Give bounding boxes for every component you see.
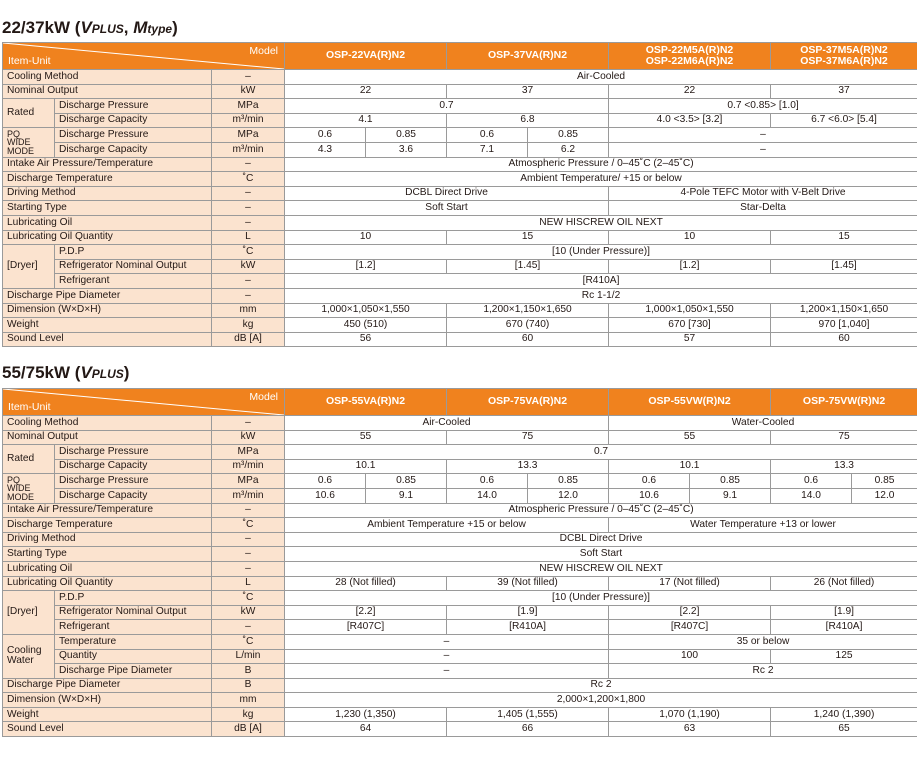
row-weight xyxy=(3,707,917,722)
value: – xyxy=(609,142,917,157)
value: 55 xyxy=(609,430,771,445)
model-name: OSP-75VW(R)N2 xyxy=(771,389,917,416)
value: Atmospheric Pressure / 0–45˚C (2–45˚C) xyxy=(285,503,917,518)
value: 10.6 xyxy=(285,488,366,503)
row-oil-quantity xyxy=(3,576,917,591)
row-dryer-pdp xyxy=(3,245,917,260)
value: Air-Cooled xyxy=(285,70,917,85)
value: 0.85 xyxy=(690,474,771,489)
row-label: Discharge Capacity xyxy=(55,488,212,503)
row-driving-method xyxy=(3,186,917,201)
unit: – xyxy=(212,201,285,216)
row-label: Refrigerant xyxy=(55,274,212,289)
row-cooling-water-quantity xyxy=(3,649,917,664)
row-label: Weight xyxy=(3,318,212,333)
group-label-cooling-water: Cooling Water xyxy=(3,634,55,678)
value: [10 (Under Pressure)] xyxy=(285,245,917,260)
value: – xyxy=(285,634,609,649)
value: 0.7 <0.85> [1.0] xyxy=(609,99,917,114)
row-cooling-method xyxy=(3,70,917,85)
value: 22 xyxy=(609,84,771,99)
unit: – xyxy=(212,503,285,518)
title-text: 55/75kW ( xyxy=(2,363,81,382)
row-label: Driving Method xyxy=(3,532,212,547)
value: 970 [1,040] xyxy=(771,318,917,333)
value: Soft Start xyxy=(285,201,609,216)
row-label: Discharge Temperature xyxy=(3,518,212,533)
unit: kW xyxy=(212,605,285,620)
value: 22 xyxy=(285,84,447,99)
unit: – xyxy=(212,416,285,431)
value: – xyxy=(285,664,609,679)
row-intake xyxy=(3,157,917,172)
row-pq-discharge-pressure xyxy=(3,128,917,143)
value: 450 (510) xyxy=(285,318,447,333)
value: 12.0 xyxy=(852,488,917,503)
value: 4.0 <3.5> [3.2] xyxy=(609,113,771,128)
value: 1,200×1,150×1,650 xyxy=(771,303,917,318)
value: [2.2] xyxy=(285,605,447,620)
value: 0.6 xyxy=(609,474,690,489)
value: Air-Cooled xyxy=(285,416,609,431)
model-label: Model xyxy=(249,45,279,57)
value: Atmospheric Pressure / 0–45˚C (2–45˚C) xyxy=(285,157,917,172)
value: 12.0 xyxy=(528,488,609,503)
group-label-rated: Rated xyxy=(3,99,55,128)
unit: – xyxy=(212,547,285,562)
row-rated-discharge-capacity xyxy=(3,459,917,474)
value: [R410A] xyxy=(771,620,917,635)
value: 0.85 xyxy=(528,128,609,143)
value: 13.3 xyxy=(771,459,917,474)
header-row xyxy=(3,389,917,416)
value: Rc 2 xyxy=(285,678,917,693)
row-label: Refrigerator Nominal Output xyxy=(55,605,212,620)
section-title-55-75kw xyxy=(2,363,129,383)
value: [R410A] xyxy=(285,274,917,289)
row-label: P.D.P xyxy=(55,245,212,260)
row-nominal-output xyxy=(3,430,917,445)
unit: L/min xyxy=(212,649,285,664)
value: 39 (Not filled) xyxy=(447,576,609,591)
value: 0.6 xyxy=(771,474,852,489)
section-title-22-37kw xyxy=(2,18,178,38)
title-suffix: ) xyxy=(172,18,178,37)
value: 6.2 xyxy=(528,142,609,157)
value: [1.45] xyxy=(447,259,609,274)
unit: – xyxy=(212,157,285,172)
row-label: P.D.P xyxy=(55,591,212,606)
value: Soft Start xyxy=(285,547,917,562)
row-dryer-refrigerator-output xyxy=(3,605,917,620)
value: 75 xyxy=(771,430,917,445)
brand-vplus: VPLUS xyxy=(80,18,124,37)
value: 1,200×1,150×1,650 xyxy=(447,303,609,318)
row-label: Driving Method xyxy=(3,186,212,201)
row-label: Temperature xyxy=(55,634,212,649)
value: 37 xyxy=(447,84,609,99)
model-name: OSP-22M5A(R)N2 OSP-22M6A(R)N2 xyxy=(609,43,771,70)
unit: – xyxy=(212,186,285,201)
value: Rc 2 xyxy=(609,664,917,679)
row-label: Nominal Output xyxy=(3,84,212,99)
unit: MPa xyxy=(212,128,285,143)
value: [1.9] xyxy=(447,605,609,620)
row-label: Quantity xyxy=(55,649,212,664)
value: 63 xyxy=(609,722,771,737)
row-label: Discharge Pressure xyxy=(55,128,212,143)
value: 6.8 xyxy=(447,113,609,128)
value: 28 (Not filled) xyxy=(285,576,447,591)
value: 4.3 xyxy=(285,142,366,157)
model-name: OSP-37VA(R)N2 xyxy=(447,43,609,70)
value: [2.2] xyxy=(609,605,771,620)
row-discharge-pipe xyxy=(3,678,917,693)
value: [R407C] xyxy=(285,620,447,635)
value: DCBL Direct Drive xyxy=(285,532,917,547)
row-label: Cooling Method xyxy=(3,70,212,85)
item-unit-label: Item-Unit xyxy=(8,54,51,67)
row-label: Lubricating Oil xyxy=(3,215,212,230)
unit: – xyxy=(212,620,285,635)
value: 0.85 xyxy=(366,128,447,143)
row-label: Discharge Pipe Diameter xyxy=(3,288,212,303)
unit: m³/min xyxy=(212,459,285,474)
model-name: OSP-37M5A(R)N2 OSP-37M6A(R)N2 xyxy=(771,43,917,70)
value: 65 xyxy=(771,722,917,737)
row-dryer-pdp xyxy=(3,591,917,606)
unit: – xyxy=(212,215,285,230)
value: 64 xyxy=(285,722,447,737)
unit: MPa xyxy=(212,445,285,460)
unit: ˚C xyxy=(212,245,285,260)
model-item-corner xyxy=(3,43,285,70)
row-label: Sound Level xyxy=(3,332,212,347)
value: NEW HISCREW OIL NEXT xyxy=(285,561,917,576)
value: 60 xyxy=(447,332,609,347)
value: 0.6 xyxy=(447,474,528,489)
group-label-pq-wide-mode: PQ WIDE MODE xyxy=(3,128,55,157)
row-sound-level xyxy=(3,722,917,737)
row-label: Refrigerant xyxy=(55,620,212,635)
model-name: OSP-22VA(R)N2 xyxy=(285,43,447,70)
value: 15 xyxy=(771,230,917,245)
unit: dB [A] xyxy=(212,722,285,737)
value: 9.1 xyxy=(690,488,771,503)
value: 7.1 xyxy=(447,142,528,157)
row-lubricating-oil xyxy=(3,561,917,576)
row-label: Intake Air Pressure/Temperature xyxy=(3,503,212,518)
row-label: Nominal Output xyxy=(3,430,212,445)
model-name: OSP-55VA(R)N2 xyxy=(285,389,447,416)
row-label: Discharge Temperature xyxy=(3,172,212,187)
unit: L xyxy=(212,230,285,245)
row-label: Refrigerator Nominal Output xyxy=(55,259,212,274)
value: 1,070 (1,190) xyxy=(609,707,771,722)
title-comma: , xyxy=(123,18,134,37)
value: 1,405 (1,555) xyxy=(447,707,609,722)
row-pq-discharge-pressure xyxy=(3,474,917,489)
unit: mm xyxy=(212,693,285,708)
value: 35 or below xyxy=(609,634,917,649)
value: 15 xyxy=(447,230,609,245)
value: 0.7 xyxy=(285,99,609,114)
row-label: Dimension (W×D×H) xyxy=(3,693,212,708)
title-text: 22/37kW ( xyxy=(2,18,81,37)
unit: ˚C xyxy=(212,591,285,606)
row-label: Discharge Pipe Diameter xyxy=(55,664,212,679)
value: 66 xyxy=(447,722,609,737)
value: Ambient Temperature/ +15 or below xyxy=(285,172,917,187)
value: 55 xyxy=(285,430,447,445)
brand-mtype: Mtype xyxy=(133,18,173,37)
value: 0.6 xyxy=(285,128,366,143)
group-label-dryer: [Dryer] xyxy=(3,591,55,635)
value: 56 xyxy=(285,332,447,347)
value: 670 (740) xyxy=(447,318,609,333)
unit: B xyxy=(212,664,285,679)
value: – xyxy=(285,649,609,664)
row-label: Cooling Method xyxy=(3,416,212,431)
row-label: Discharge Pressure xyxy=(55,99,212,114)
row-starting-type xyxy=(3,201,917,216)
unit: B xyxy=(212,678,285,693)
value: 100 xyxy=(609,649,771,664)
unit: dB [A] xyxy=(212,332,285,347)
value: 0.7 xyxy=(285,445,917,460)
row-label: Discharge Pressure xyxy=(55,445,212,460)
row-label: Discharge Capacity xyxy=(55,459,212,474)
row-dimension xyxy=(3,303,917,318)
value: 670 [730] xyxy=(609,318,771,333)
spec-table-55-75kw xyxy=(2,388,917,737)
row-cooling-water-temperature xyxy=(3,634,917,649)
model-name: OSP-75VA(R)N2 xyxy=(447,389,609,416)
unit: – xyxy=(212,288,285,303)
row-pq-discharge-capacity xyxy=(3,488,917,503)
value: Water Temperature +13 or lower xyxy=(609,518,917,533)
row-label: Intake Air Pressure/Temperature xyxy=(3,157,212,172)
unit: – xyxy=(212,274,285,289)
value: 14.0 xyxy=(447,488,528,503)
value: [1.2] xyxy=(285,259,447,274)
value: 37 xyxy=(771,84,917,99)
value: 125 xyxy=(771,649,917,664)
row-label: Lubricating Oil xyxy=(3,561,212,576)
group-label-pq-wide-mode: PQ WIDE MODE xyxy=(3,474,55,503)
value: 26 (Not filled) xyxy=(771,576,917,591)
value: 14.0 xyxy=(771,488,852,503)
row-rated-discharge-pressure xyxy=(3,99,917,114)
value: 10.1 xyxy=(609,459,771,474)
value: [1.2] xyxy=(609,259,771,274)
value: [R407C] xyxy=(609,620,771,635)
row-label: Discharge Pipe Diameter xyxy=(3,678,212,693)
unit: kg xyxy=(212,707,285,722)
row-dryer-refrigerant xyxy=(3,620,917,635)
value: 57 xyxy=(609,332,771,347)
value: 1,000×1,050×1,550 xyxy=(285,303,447,318)
value: 0.85 xyxy=(528,474,609,489)
value: 10.1 xyxy=(285,459,447,474)
row-label: Lubricating Oil Quantity xyxy=(3,576,212,591)
row-label: Sound Level xyxy=(3,722,212,737)
group-label-dryer: [Dryer] xyxy=(3,245,55,289)
value: 0.85 xyxy=(366,474,447,489)
unit: m³/min xyxy=(212,113,285,128)
row-oil-quantity xyxy=(3,230,917,245)
model-label: Model xyxy=(249,391,279,403)
row-cooling-method xyxy=(3,416,917,431)
row-label: Dimension (W×D×H) xyxy=(3,303,212,318)
unit: kW xyxy=(212,259,285,274)
value: [R410A] xyxy=(447,620,609,635)
value: Rc 1-1/2 xyxy=(285,288,917,303)
row-dimension xyxy=(3,693,917,708)
row-driving-method xyxy=(3,532,917,547)
title-suffix: ) xyxy=(123,363,130,382)
value: 1,230 (1,350) xyxy=(285,707,447,722)
row-lubricating-oil xyxy=(3,215,917,230)
row-discharge-temperature xyxy=(3,172,917,187)
value: 2,000×1,200×1,800 xyxy=(285,693,917,708)
unit: ˚C xyxy=(212,518,285,533)
spec-table-22-37kw xyxy=(2,42,917,347)
model-name: OSP-55VW(R)N2 xyxy=(609,389,771,416)
unit: – xyxy=(212,532,285,547)
unit: L xyxy=(212,576,285,591)
row-label: Starting Type xyxy=(3,547,212,562)
row-rated-discharge-capacity xyxy=(3,113,917,128)
row-intake xyxy=(3,503,917,518)
unit: ˚C xyxy=(212,172,285,187)
row-rated-discharge-pressure xyxy=(3,445,917,460)
value: 60 xyxy=(771,332,917,347)
item-unit-label: Item-Unit xyxy=(8,400,51,413)
value: DCBL Direct Drive xyxy=(285,186,609,201)
value: 0.6 xyxy=(285,474,366,489)
value: 3.6 xyxy=(366,142,447,157)
value: 9.1 xyxy=(366,488,447,503)
row-cooling-water-pipe xyxy=(3,664,917,679)
row-discharge-temperature xyxy=(3,518,917,533)
header-row xyxy=(3,43,917,70)
value: 4.1 xyxy=(285,113,447,128)
value: 13.3 xyxy=(447,459,609,474)
unit: mm xyxy=(212,303,285,318)
model-item-corner xyxy=(3,389,285,416)
value: [10 (Under Pressure)] xyxy=(285,591,917,606)
value: 10.6 xyxy=(609,488,690,503)
value: – xyxy=(609,128,917,143)
value: Star-Delta xyxy=(609,201,917,216)
unit: MPa xyxy=(212,99,285,114)
row-weight xyxy=(3,318,917,333)
value: 4-Pole TEFC Motor with V-Belt Drive xyxy=(609,186,917,201)
value: Ambient Temperature +15 or below xyxy=(285,518,609,533)
unit: – xyxy=(212,561,285,576)
unit: – xyxy=(212,70,285,85)
row-label: Discharge Capacity xyxy=(55,142,212,157)
value: 10 xyxy=(285,230,447,245)
group-label-rated: Rated xyxy=(3,445,55,474)
row-label: Starting Type xyxy=(3,201,212,216)
value: 0.6 xyxy=(447,128,528,143)
value: 1,240 (1,390) xyxy=(771,707,917,722)
value: 10 xyxy=(609,230,771,245)
value: NEW HISCREW OIL NEXT xyxy=(285,215,917,230)
row-nominal-output xyxy=(3,84,917,99)
row-pq-discharge-capacity xyxy=(3,142,917,157)
value: 75 xyxy=(447,430,609,445)
row-discharge-pipe xyxy=(3,288,917,303)
unit: m³/min xyxy=(212,488,285,503)
row-dryer-refrigerator-output xyxy=(3,259,917,274)
brand-vplus: VPLUS xyxy=(80,363,124,382)
value: 0.85 xyxy=(852,474,917,489)
row-label: Lubricating Oil Quantity xyxy=(3,230,212,245)
unit: ˚C xyxy=(212,634,285,649)
unit: kg xyxy=(212,318,285,333)
row-label: Discharge Capacity xyxy=(55,113,212,128)
row-label: Weight xyxy=(3,707,212,722)
row-starting-type xyxy=(3,547,917,562)
row-sound-level xyxy=(3,332,917,347)
value: [1.9] xyxy=(771,605,917,620)
value: 1,000×1,050×1,550 xyxy=(609,303,771,318)
value: [1.45] xyxy=(771,259,917,274)
value: Water-Cooled xyxy=(609,416,917,431)
value: 17 (Not filled) xyxy=(609,576,771,591)
row-dryer-refrigerant xyxy=(3,274,917,289)
value: 6.7 <6.0> [5.4] xyxy=(771,113,917,128)
row-label: Discharge Pressure xyxy=(55,474,212,489)
unit: m³/min xyxy=(212,142,285,157)
unit: kW xyxy=(212,430,285,445)
unit: kW xyxy=(212,84,285,99)
unit: MPa xyxy=(212,474,285,489)
